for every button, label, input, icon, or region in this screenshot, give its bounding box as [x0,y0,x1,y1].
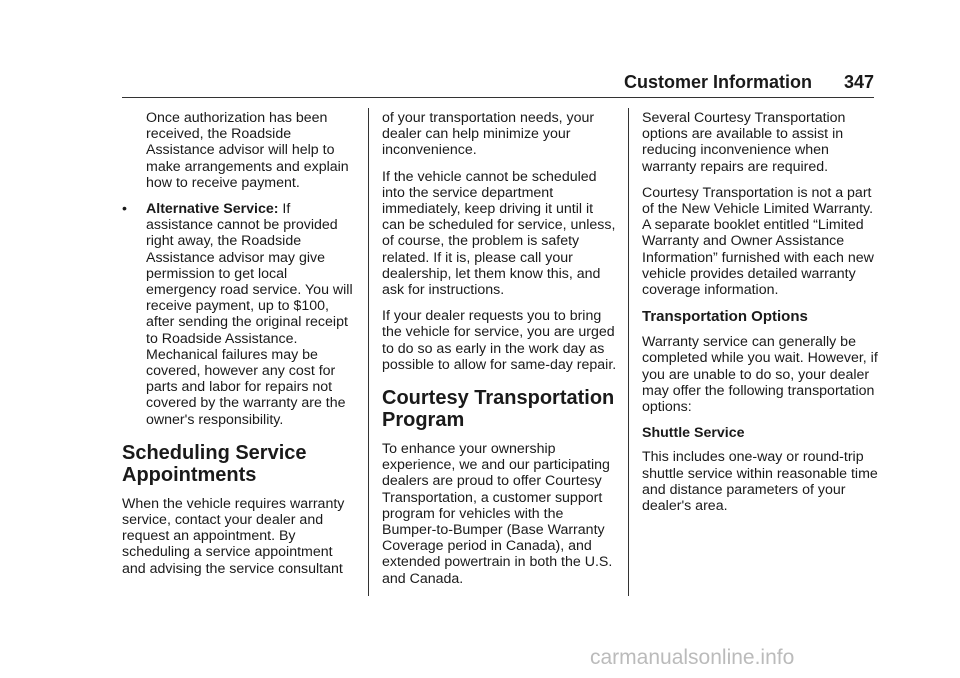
paragraph: Warranty service can generally be completed while you wait. However, if you are unable to do so, your dealer may offer the following transportation options: [642,334,878,416]
column-3 [642,110,878,524]
column-2 [382,110,618,597]
paragraph: Courtesy Transportation is not a part of the New Vehicle Limited Warranty. A separate booklet entitled “Limited Warranty and Owner Assistance Information” furnished with each new vehicle provides detailed warranty coverage information. [642,184,874,299]
paragraph: of your transportation needs, your dealer can help minimize your inconvenience. [382,110,595,159]
section-title: Customer Information [623,72,812,92]
column-divider [368,108,369,596]
bullet-item-alternative-service [122,201,358,428]
paragraph: Several Courtesy Transportation options are available to assist in reducing inconvenience when warranty repairs are required. [642,110,846,175]
subheading-shuttle-service: Shuttle Service [642,425,745,442]
heading-courtesy-transportation: Courtesy Transportation Program [382,387,615,432]
column-1 [122,110,358,587]
paragraph: This includes one-way or round-trip shuttle service within reasonable time and distance parameters of your dealer's area. [642,449,878,515]
header-rule [122,97,874,98]
bullet-icon: • [122,201,127,218]
bullet-label: Alternative Service: [146,201,279,218]
watermark-text: carmanualsonline.info [590,646,795,669]
bullet-text: If assistance cannot be provided right away, the Roadside Assistance advisor may give permission to get local emergency road service. You will receive payment, up to $100, after sending the original receipt to Roadside Assistance. Mechanical failures may be covered, however any cost for parts and labor for repairs not covered by the warranty are the owner's responsibility. [146,201,353,428]
paragraph: To enhance your ownership experience, we and our participating dealers are proud to offer Courtesy Transportation, a customer support program for vehicles with the Bumper-to-Bumper (Base Warranty Coverage period in Canada), and extended powertrain in both the U.S. and Canada. [382,441,613,587]
paragraph: If your dealer requests you to bring the vehicle for service, you are urged to do so as early in the work day as possible to allow for same-day repair. [382,308,617,373]
page-header [122,70,874,100]
heading-scheduling-service: Scheduling Service Appointments [122,441,307,486]
column-divider [628,108,629,596]
paragraph: When the vehicle requires warranty service, contact your dealer and request an appointment. By scheduling a service appointment and advising the service consultant [122,495,345,577]
heading-transportation-options: Transportation Options [642,308,808,326]
paragraph: Once authorization has been received, the Roadside Assistance advisor will help to make arrangements and explain how to receive payment. [146,110,349,191]
paragraph: If the vehicle cannot be scheduled into the service department immediately, keep driving it until it can be scheduled for service, unless, of course, the problem is safety related. If it is, please call your dealership, let them know this, and ask for instructions. [382,168,616,299]
page-number: 347 [843,72,874,92]
